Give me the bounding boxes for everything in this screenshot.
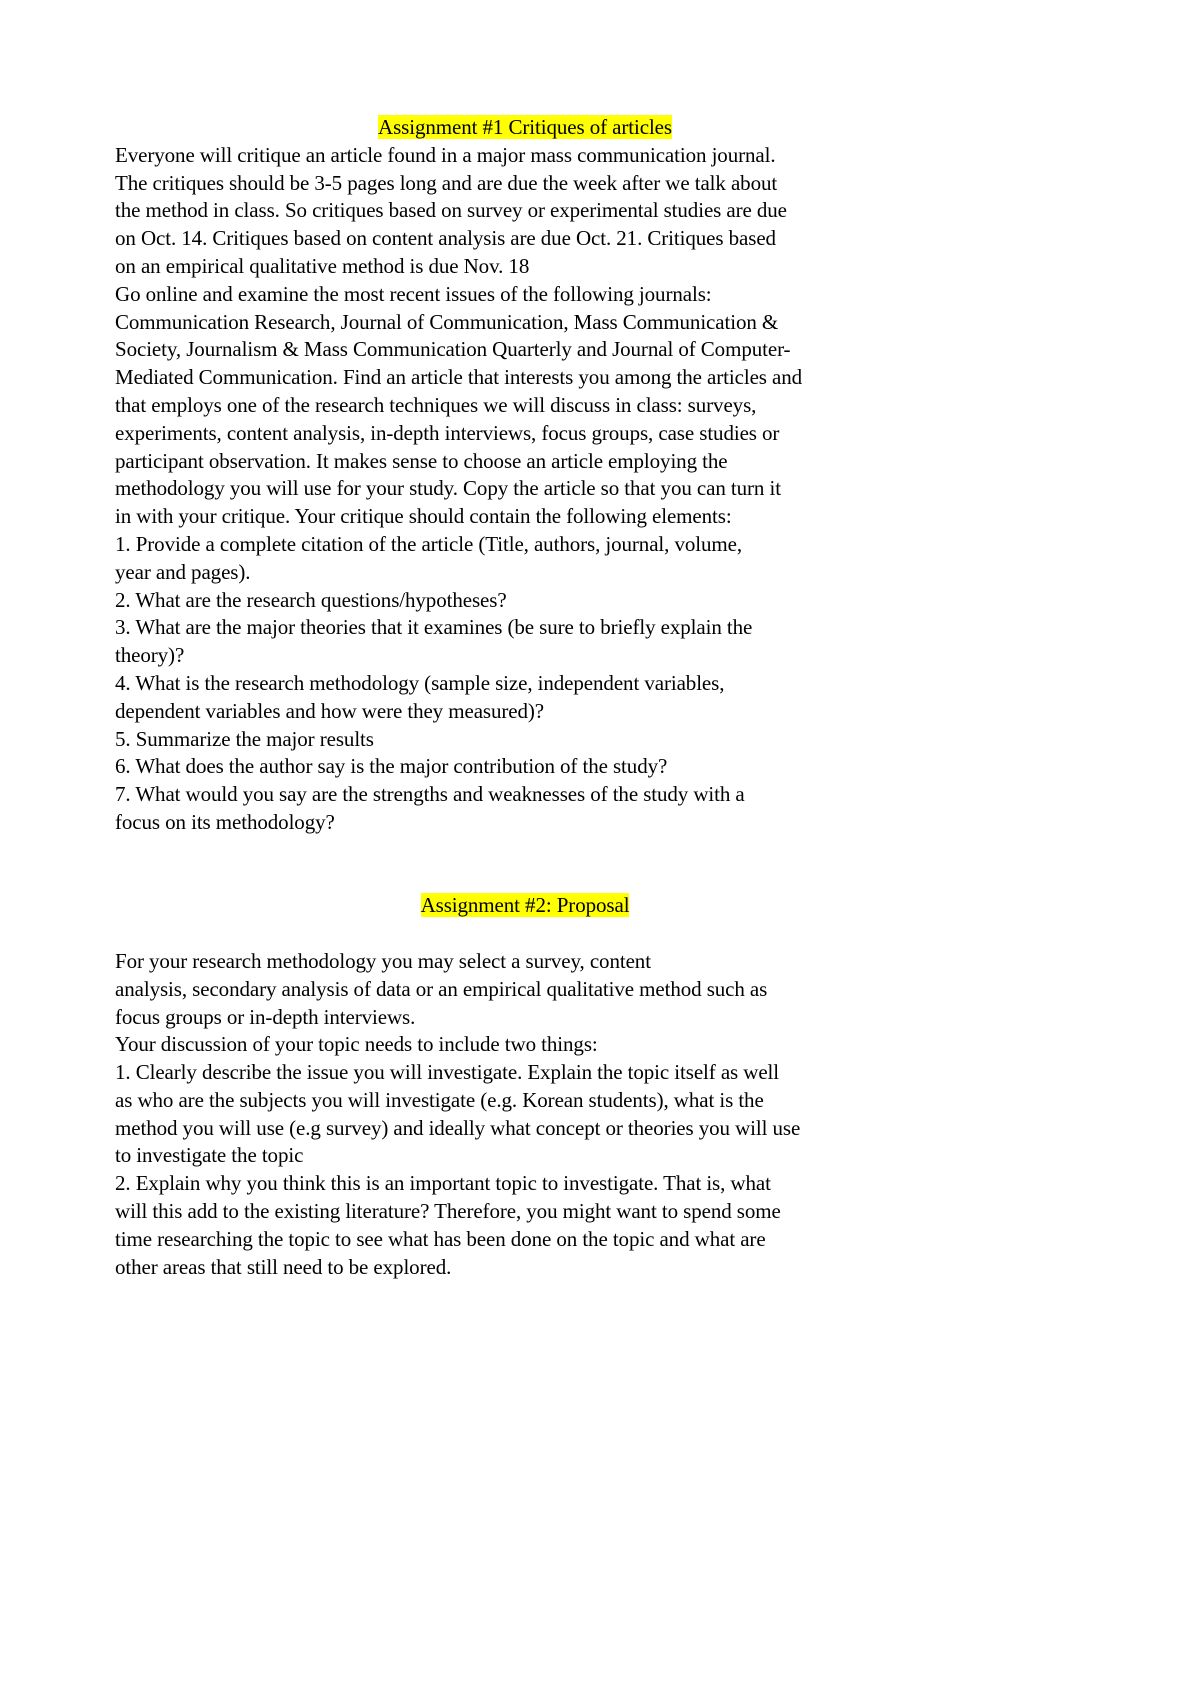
list-item-continuation: year and pages). [115, 559, 251, 584]
text-line: The critiques should be 3-5 pages long and are due the week after we talk about [115, 170, 778, 195]
text-line: Your discussion of your topic needs to include two things: [115, 1032, 598, 1057]
assignment-1-text [115, 142, 935, 837]
text-line: methodology you will use for your study. Copy the article so that you can turn it [115, 476, 781, 501]
text-line: in with your critique. Your critique should contain the following elements: [115, 504, 732, 529]
text-line: participant observation. It makes sense to choose an article employing the [115, 448, 728, 473]
blank-line [115, 865, 935, 893]
list-item-continuation: to investigate the topic [115, 1143, 304, 1168]
assignment-1-heading [115, 114, 935, 142]
list-item-continuation: focus on its methodology? [115, 809, 335, 834]
list-item-continuation: dependent variables and how were they measured)? [115, 698, 545, 723]
list-item-continuation: other areas that still need to be explored. [115, 1254, 452, 1279]
list-item: 1. Provide a complete citation of the article (Title, authors, journal, volume, [115, 531, 743, 556]
list-item: 1. Clearly describe the issue you will investigate. Explain the topic itself as well [115, 1060, 780, 1085]
text-line: analysis, secondary analysis of data or an empirical qualitative method such as [115, 976, 768, 1001]
text-line: Everyone will critique an article found in a major mass communication journal. [115, 142, 776, 167]
list-item: 6. What does the author say is the major contribution of the study? [115, 754, 668, 779]
assignment-2-text [115, 948, 935, 1282]
list-item: 4. What is the research methodology (sample size, independent variables, [115, 670, 725, 695]
list-item-continuation: as who are the subjects you will investigate (e.g. Korean students), what is the [115, 1087, 764, 1112]
text-line: Society, Journalism & Mass Communication Quarterly and Journal of Computer- [115, 337, 791, 362]
text-line: that employs one of the research techniques we will discuss in class: surveys, [115, 392, 757, 417]
text-line: experiments, content analysis, in-depth interviews, focus groups, case studies or [115, 420, 780, 445]
blank-line [115, 837, 935, 865]
list-item: 7. What would you say are the strengths and weaknesses of the study with a [115, 782, 745, 807]
assignment-2-heading [115, 892, 935, 920]
text-line: For your research methodology you may select a survey, content [115, 948, 651, 973]
text-line: the method in class. So critiques based on survey or experimental studies are due [115, 198, 787, 223]
text-line: focus groups or in-depth interviews. [115, 1004, 416, 1029]
list-item-continuation: theory)? [115, 643, 185, 668]
list-item-continuation: will this add to the existing literature? Therefore, you might want to spend some [115, 1199, 781, 1224]
text-line: Go online and examine the most recent issues of the following journals: [115, 281, 712, 306]
blank-line [115, 920, 935, 948]
text-line: Communication Research, Journal of Communication, Mass Communication & [115, 309, 779, 334]
document-body [115, 114, 935, 1281]
text-line: on Oct. 14. Critiques based on content analysis are due Oct. 21. Critiques based [115, 226, 776, 251]
text-line: on an empirical qualitative method is due Nov. 18 [115, 253, 530, 278]
list-item: 5. Summarize the major results [115, 726, 374, 751]
list-item-continuation: method you will use (e.g survey) and ideally what concept or theories you will use [115, 1115, 801, 1140]
text-line: Mediated Communication. Find an article that interests you among the articles and [115, 365, 803, 390]
list-item: 2. Explain why you think this is an important topic to investigate. That is, what [115, 1171, 771, 1196]
list-item-continuation: time researching the topic to see what has been done on the topic and what are [115, 1226, 766, 1251]
list-item: 3. What are the major theories that it examines (be sure to briefly explain the [115, 615, 753, 640]
assignment-2-title: Assignment #2: Proposal [420, 893, 630, 918]
assignment-1-title: Assignment #1 Critiques of articles [378, 115, 672, 139]
list-item: 2. What are the research questions/hypotheses? [115, 587, 507, 612]
